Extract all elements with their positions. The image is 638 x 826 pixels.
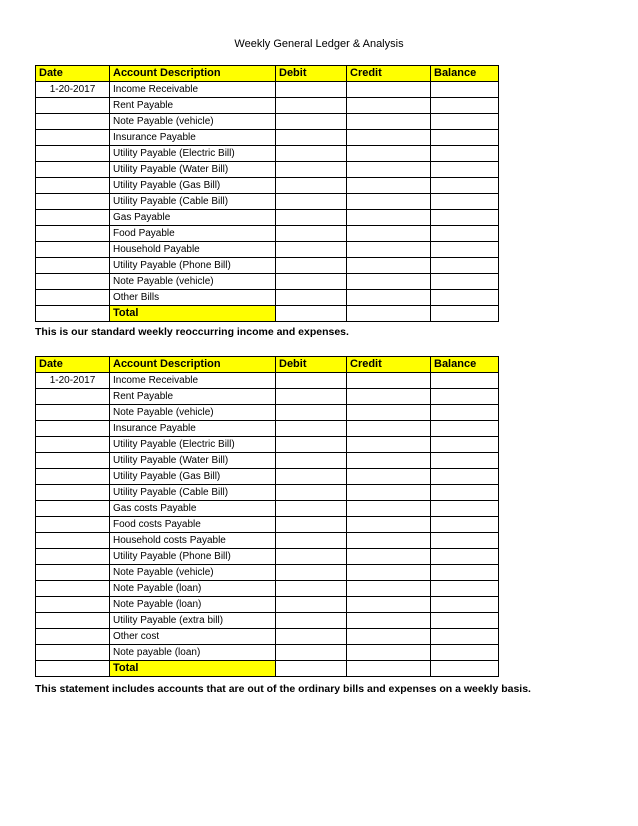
balance-cell	[431, 581, 499, 597]
credit-cell	[347, 613, 431, 629]
table-row	[36, 258, 499, 274]
credit-cell	[347, 645, 431, 661]
account-description-cell: Note Payable (vehicle)	[110, 274, 276, 290]
balance-cell	[431, 194, 499, 210]
table-row	[36, 242, 499, 258]
date-cell	[36, 629, 110, 645]
debit-cell	[276, 405, 347, 421]
table-row	[36, 581, 499, 597]
table-row	[36, 178, 499, 194]
date-cell	[36, 453, 110, 469]
debit-cell	[276, 629, 347, 645]
credit-cell	[347, 565, 431, 581]
debit-cell	[276, 581, 347, 597]
account-description-cell: Utility Payable (Water Bill)	[110, 453, 276, 469]
credit-cell	[347, 469, 431, 485]
credit-cell	[347, 501, 431, 517]
header-credit: Credit	[347, 357, 431, 373]
table-row	[36, 629, 499, 645]
ledger-table-extraordinary	[35, 356, 499, 677]
balance-cell	[431, 565, 499, 581]
credit-cell	[347, 581, 431, 597]
date-cell	[36, 469, 110, 485]
total-row	[36, 306, 499, 322]
credit-cell	[347, 114, 431, 130]
credit-cell	[347, 485, 431, 501]
balance-cell	[431, 258, 499, 274]
credit-cell	[347, 194, 431, 210]
credit-cell	[347, 226, 431, 242]
balance-cell	[431, 437, 499, 453]
date-cell	[36, 501, 110, 517]
date-cell	[36, 290, 110, 306]
debit-cell	[276, 549, 347, 565]
debit-cell	[276, 242, 347, 258]
table-row	[36, 274, 499, 290]
balance-cell	[431, 389, 499, 405]
date-cell	[36, 210, 110, 226]
credit-cell	[347, 130, 431, 146]
debit-cell	[276, 274, 347, 290]
debit-cell	[276, 146, 347, 162]
date-cell	[36, 389, 110, 405]
balance-cell	[431, 290, 499, 306]
date-cell	[36, 405, 110, 421]
account-description-cell: Note Payable (vehicle)	[110, 405, 276, 421]
debit-cell	[276, 597, 347, 613]
credit-cell	[347, 517, 431, 533]
table-row	[36, 405, 499, 421]
debit-cell	[276, 453, 347, 469]
balance-cell	[431, 629, 499, 645]
balance-cell	[431, 226, 499, 242]
debit-cell	[276, 613, 347, 629]
date-cell	[36, 613, 110, 629]
table-row	[36, 501, 499, 517]
credit-cell	[347, 98, 431, 114]
debit-cell	[276, 533, 347, 549]
debit-cell	[276, 437, 347, 453]
date-cell	[36, 421, 110, 437]
credit-cell	[347, 405, 431, 421]
debit-cell	[276, 162, 347, 178]
date-cell	[36, 533, 110, 549]
account-description-cell: Note Payable (vehicle)	[110, 565, 276, 581]
ledger-table-standard	[35, 65, 499, 322]
table-row	[36, 597, 499, 613]
account-description-cell: Other cost	[110, 629, 276, 645]
account-description-cell: Utility Payable (Gas Bill)	[110, 469, 276, 485]
date-cell	[36, 597, 110, 613]
table-row	[36, 533, 499, 549]
account-description-cell: Rent Payable	[110, 389, 276, 405]
account-description-cell: Utility Payable (Electric Bill)	[110, 437, 276, 453]
debit-cell	[276, 501, 347, 517]
debit-cell	[276, 194, 347, 210]
date-cell: 1-20-2017	[36, 82, 110, 98]
table-row	[36, 130, 499, 146]
debit-cell	[276, 517, 347, 533]
balance-cell	[431, 146, 499, 162]
account-description-cell: Gas Payable	[110, 210, 276, 226]
balance-cell	[431, 645, 499, 661]
header-debit: Debit	[276, 357, 347, 373]
debit-cell	[276, 290, 347, 306]
account-description-cell: Household Payable	[110, 242, 276, 258]
table-row	[36, 114, 499, 130]
credit-cell	[347, 533, 431, 549]
account-description-cell: Income Receivable	[110, 82, 276, 98]
header-row	[36, 357, 499, 373]
total-label: Total	[110, 306, 276, 322]
balance-cell	[431, 373, 499, 389]
credit-cell	[347, 629, 431, 645]
debit-cell	[276, 178, 347, 194]
table-row	[36, 82, 499, 98]
balance-cell	[431, 661, 499, 677]
table-row	[36, 565, 499, 581]
balance-cell	[431, 485, 499, 501]
credit-cell	[347, 453, 431, 469]
header-account-description: Account Description	[110, 66, 276, 82]
header-balance: Balance	[431, 357, 499, 373]
balance-cell	[431, 82, 499, 98]
debit-cell	[276, 114, 347, 130]
debit-cell	[276, 130, 347, 146]
account-description-cell: Income Receivable	[110, 373, 276, 389]
balance-cell	[431, 162, 499, 178]
balance-cell	[431, 130, 499, 146]
header-credit: Credit	[347, 66, 431, 82]
table-row	[36, 437, 499, 453]
balance-cell	[431, 114, 499, 130]
balance-cell	[431, 453, 499, 469]
debit-cell	[276, 565, 347, 581]
account-description-cell: Insurance Payable	[110, 421, 276, 437]
account-description-cell: Other Bills	[110, 290, 276, 306]
table-row	[36, 194, 499, 210]
credit-cell	[347, 274, 431, 290]
date-cell	[36, 306, 110, 322]
debit-cell	[276, 258, 347, 274]
account-description-cell: Utility Payable (Electric Bill)	[110, 146, 276, 162]
date-cell	[36, 661, 110, 677]
date-cell	[36, 645, 110, 661]
table-row	[36, 226, 499, 242]
debit-cell	[276, 645, 347, 661]
date-cell	[36, 549, 110, 565]
account-description-cell: Household costs Payable	[110, 533, 276, 549]
date-cell	[36, 258, 110, 274]
table-row	[36, 453, 499, 469]
date-cell	[36, 162, 110, 178]
account-description-cell: Food costs Payable	[110, 517, 276, 533]
table-row	[36, 373, 499, 389]
debit-cell	[276, 485, 347, 501]
credit-cell	[347, 549, 431, 565]
account-description-cell: Utility Payable (Gas Bill)	[110, 178, 276, 194]
table-row	[36, 485, 499, 501]
credit-cell	[347, 290, 431, 306]
balance-cell	[431, 469, 499, 485]
table-note-standard: This is our standard weekly reoccurring income and expenses.	[35, 326, 349, 338]
account-description-cell: Food Payable	[110, 226, 276, 242]
account-description-cell: Note Payable (loan)	[110, 581, 276, 597]
table-row	[36, 421, 499, 437]
header-date: Date	[36, 66, 110, 82]
credit-cell	[347, 82, 431, 98]
account-description-cell: Utility Payable (Water Bill)	[110, 162, 276, 178]
date-cell	[36, 194, 110, 210]
date-cell	[36, 146, 110, 162]
credit-cell	[347, 162, 431, 178]
balance-cell	[431, 306, 499, 322]
table-row	[36, 146, 499, 162]
balance-cell	[431, 421, 499, 437]
balance-cell	[431, 517, 499, 533]
credit-cell	[347, 146, 431, 162]
table-row	[36, 517, 499, 533]
header-row	[36, 66, 499, 82]
date-cell	[36, 581, 110, 597]
page-title: Weekly General Ledger & Analysis	[234, 38, 404, 50]
balance-cell	[431, 613, 499, 629]
date-cell	[36, 130, 110, 146]
header-date: Date	[36, 357, 110, 373]
debit-cell	[276, 306, 347, 322]
debit-cell	[276, 373, 347, 389]
table-row	[36, 469, 499, 485]
date-cell	[36, 226, 110, 242]
account-description-cell: Note payable (loan)	[110, 645, 276, 661]
header-account-description: Account Description	[110, 357, 276, 373]
account-description-cell: Utility Payable (Cable Bill)	[110, 485, 276, 501]
balance-cell	[431, 242, 499, 258]
credit-cell	[347, 597, 431, 613]
balance-cell	[431, 178, 499, 194]
balance-cell	[431, 210, 499, 226]
table-row	[36, 290, 499, 306]
account-description-cell: Note Payable (vehicle)	[110, 114, 276, 130]
balance-cell	[431, 501, 499, 517]
total-label: Total	[110, 661, 276, 677]
header-balance: Balance	[431, 66, 499, 82]
debit-cell	[276, 469, 347, 485]
table-note-extraordinary: This statement includes accounts that are out of the ordinary bills and expenses on a weekly basis.	[35, 683, 531, 695]
date-cell	[36, 565, 110, 581]
account-description-cell: Utility Payable (Cable Bill)	[110, 194, 276, 210]
debit-cell	[276, 389, 347, 405]
debit-cell	[276, 82, 347, 98]
date-cell: 1-20-2017	[36, 373, 110, 389]
table-row	[36, 389, 499, 405]
debit-cell	[276, 661, 347, 677]
account-description-cell: Insurance Payable	[110, 130, 276, 146]
account-description-cell: Note Payable (loan)	[110, 597, 276, 613]
date-cell	[36, 242, 110, 258]
balance-cell	[431, 274, 499, 290]
account-description-cell: Rent Payable	[110, 98, 276, 114]
date-cell	[36, 98, 110, 114]
date-cell	[36, 114, 110, 130]
account-description-cell: Gas costs Payable	[110, 501, 276, 517]
debit-cell	[276, 421, 347, 437]
table-row	[36, 613, 499, 629]
date-cell	[36, 437, 110, 453]
date-cell	[36, 485, 110, 501]
credit-cell	[347, 373, 431, 389]
balance-cell	[431, 405, 499, 421]
date-cell	[36, 178, 110, 194]
table-row	[36, 162, 499, 178]
credit-cell	[347, 661, 431, 677]
total-row	[36, 661, 499, 677]
table-row	[36, 98, 499, 114]
table-row	[36, 549, 499, 565]
balance-cell	[431, 597, 499, 613]
date-cell	[36, 517, 110, 533]
balance-cell	[431, 98, 499, 114]
debit-cell	[276, 226, 347, 242]
credit-cell	[347, 306, 431, 322]
debit-cell	[276, 98, 347, 114]
table-row	[36, 645, 499, 661]
credit-cell	[347, 389, 431, 405]
credit-cell	[347, 242, 431, 258]
balance-cell	[431, 533, 499, 549]
debit-cell	[276, 210, 347, 226]
balance-cell	[431, 549, 499, 565]
table-row	[36, 210, 499, 226]
credit-cell	[347, 178, 431, 194]
account-description-cell: Utility Payable (extra bill)	[110, 613, 276, 629]
credit-cell	[347, 258, 431, 274]
credit-cell	[347, 437, 431, 453]
credit-cell	[347, 421, 431, 437]
credit-cell	[347, 210, 431, 226]
header-debit: Debit	[276, 66, 347, 82]
account-description-cell: Utility Payable (Phone Bill)	[110, 258, 276, 274]
date-cell	[36, 274, 110, 290]
account-description-cell: Utility Payable (Phone Bill)	[110, 549, 276, 565]
